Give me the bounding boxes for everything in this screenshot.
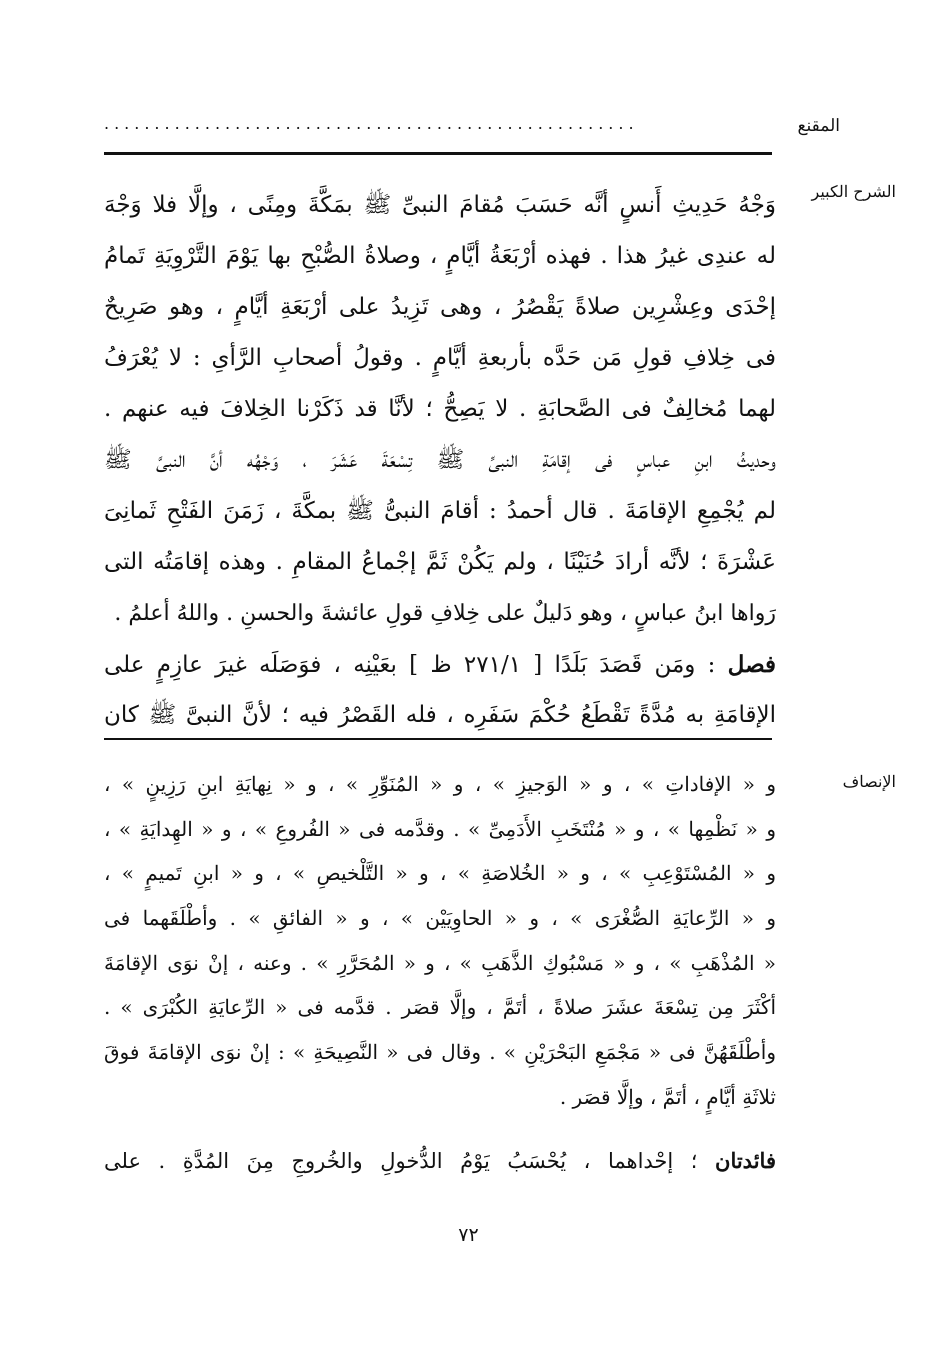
insaf-line: « المُذْهَبِ » ، و « مَسْبُوكِ الذَّهَبِ » ، و « المُحَرَّرِ » . وعنه ، إنْ نوَى الإقامَةَ (104, 950, 776, 975)
insaf-line: و « الرِّعايَةِ الصُّغْرَى » ، و « الحاوِيَيْن » ، و « الفائقِ » . وأطْلَقَهما فى (104, 906, 776, 931)
section-divider (104, 738, 772, 740)
fasl-line (104, 639, 776, 690)
header-dotted-leader: ..................................................... (104, 114, 639, 133)
sharh-text (104, 180, 776, 741)
header-title: المقنع (797, 116, 840, 136)
sharh-line: وحديثُ ابنِ عباسٍ فى إقامَةِ النبىِّ ﷺ تِسْعَةَ عَشَرَ ، وَجْهُه أنَّ النبىَّ ﷺ (104, 447, 776, 473)
sharh-line: عَشْرَةَ ؛ لأنَّه أرادَ حُنَيْنًا ، ولم يَكُنْ ثَمَّ إجْماعُ المقامِ . وهذه إقامَتُه التى (104, 549, 776, 575)
sharh-line: له عندِى غيرُ هذا . فهذه أرْبَعَةُ أيَّامٍ ، وصلاةُ الصُّبْحِ بها يَوْمَ التَّرْوِيَةِ تَمامُ (104, 243, 776, 269)
insaf-text (104, 762, 776, 1120)
sharh-line: لهما مُخالِفٌ فى الصَّحابَةِ . لا يَصِحُّ ؛ لأنَّا قد ذَكَرْنا الخِلافَ فيه عنهم . (104, 396, 776, 422)
sharh-line: وَجْهُ حَدِيثِ أَنسٍ أنَّه حَسَبَ مُقامَ النبىِّ ﷺ بمَكَّةَ ومِنًى ، وإلَّا فلا وَجْهَ (104, 192, 776, 218)
insaf-line: و « نَظْمِها » ، و « مُنْتَخَبِ الأَدَمِىِّ » . وقدَّمه فى « الفُروعِ » ، و « الهِدايَةِ » ، (104, 816, 776, 841)
sharh-line: لم يُجْمِعِ الإقامَةَ . قال أحمدُ : أقامَ النبىُّ ﷺ بمكَّةَ ، زَمَنَ الفَتْحِ ثَمانِىَ (104, 498, 776, 524)
insaf-line: وأطْلَقَهُنَّ فى « مَجْمَعِ البَحْرَيْنِ » . وقال فى « النَّصِيحَةِ » : إنْ نوَى الإقامَةَ فوقَ (104, 1040, 776, 1065)
fawaid-line (104, 1136, 776, 1186)
fawaid-label: فائدتان (715, 1148, 776, 1173)
sharh-line: فى خِلافِ قولِ مَن حَدَّه بأربعةِ أيَّامٍ . وقولُ أصحابِ الرَّأىِ : لا يُعْرَفُ (104, 345, 776, 371)
insaf-line: و « المُسْتَوْعِبِ » ، و « الخُلاصَةِ » ، و « التَّلْخيصِ » ، و « ابنِ تَميمٍ » ، (104, 861, 776, 886)
sharh-line: الإقامَةِ به مُدَّةً تَقْطَعُ حُكْمَ سَفَرِه ، فله القَصْرُ فيه ؛ لأنَّ النبىَّ ﷺ كان (104, 702, 776, 728)
fasl-text: : ومَن قَصَدَ بَلَدًا [ ٢٧١/١ ظ ] بعَيْنِه ، فوَصَلَه غيرَ عازِمٍ على (104, 652, 728, 678)
page-number: ٧٢ (458, 1224, 479, 1246)
fawaid-text (104, 1136, 776, 1186)
sharh-line: رَواها ابنُ عباسٍ ، وهو دَليلٌ على خِلافِ قولِ عائشةَ والحسنِ . واللهُ أعلمُ . (114, 601, 776, 626)
fasl-label: فصل (727, 651, 776, 678)
sharh-label: الشرح الكبير (811, 182, 896, 201)
header-rule (104, 152, 772, 155)
insaf-line: ثلاثَةِ أيَّامٍ ، أتَمَّ ، وإلَّا قصَر . (559, 1084, 776, 1109)
insaf-line: أكْثَرَ مِن تِسْعَةَ عشَرَ صلاةً ، أتَمَّ ، وإلَّا قصَر . قدَّمه فى « الرِّعايَةِ الكُبْرَى » . (104, 995, 776, 1020)
insaf-line: و « الإفاداتِ » ، و « الوَجيزِ » ، و « المُنَوِّرِ » ، و « نِهايَةِ ابنِ رَزِينٍ » ، (104, 772, 776, 796)
fawaid-body: ؛ إحْداهما ، يُحْسَبُ يَوْمُ الدُّخولِ والخُروجِ مِنَ المُدَّةِ . على (104, 1149, 716, 1173)
insaf-label: الإنصاف (842, 772, 896, 791)
sharh-line: إحْدَى وعِشْرِين صلاةً يَقْصُرُ ، وهى تَزِيدُ على أرْبَعَةِ أيَّامٍ ، وهو صَرِيحٌ (104, 294, 776, 320)
